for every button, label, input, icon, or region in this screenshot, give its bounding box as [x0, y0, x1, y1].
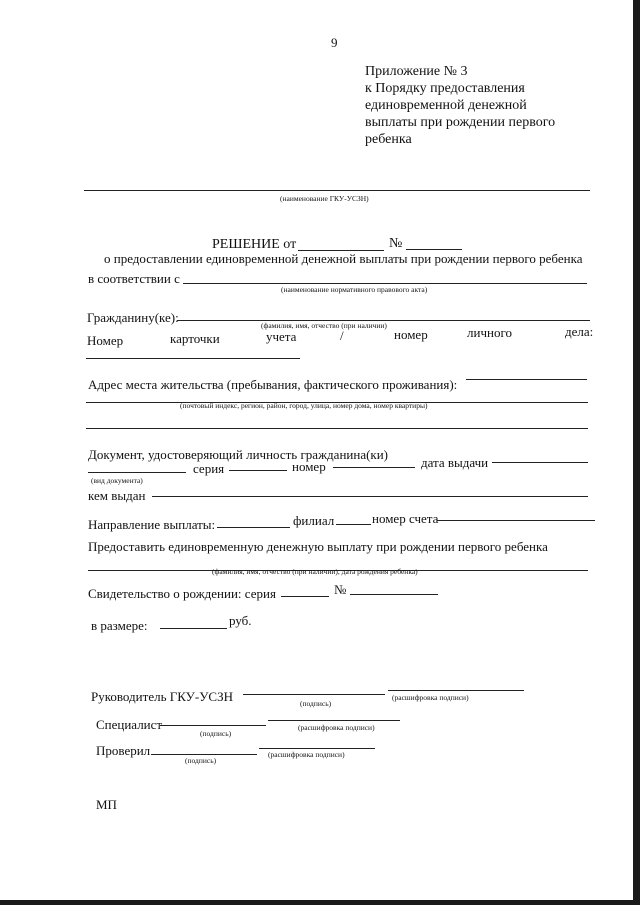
checked-decoding-caption: (расшифровка подписи) — [268, 750, 345, 759]
head-decoding-line[interactable] — [388, 690, 524, 691]
appendix-line-3: единовременной денежной — [365, 98, 527, 113]
series-line[interactable] — [229, 470, 287, 471]
scan-edge-right — [633, 0, 640, 905]
issue-date-label: дата выдачи — [421, 455, 489, 470]
doc-type-caption: (вид документа) — [91, 476, 143, 485]
specialist-signature-caption: (подпись) — [200, 729, 232, 738]
card-word-7: дела: — [565, 324, 594, 339]
issued-by-line[interactable] — [152, 496, 588, 497]
org-name-line[interactable] — [84, 190, 590, 191]
id-doc-label: Документ, удостоверяющий личность гражданина(ки) — [88, 447, 389, 462]
specialist-decoding-caption: (расшифровка подписи) — [298, 723, 375, 732]
birth-number-sign: № — [334, 582, 347, 597]
issued-by-label: кем выдан — [88, 488, 146, 503]
issue-date-line[interactable] — [492, 462, 588, 463]
fio-caption: (фамилия, имя, отчество (при наличии) — [261, 321, 387, 330]
birth-cert-label: Свидетельство о рождении: серия — [88, 586, 276, 601]
accordance-label: в соответствии с — [88, 271, 180, 286]
payment-dir-line[interactable] — [217, 527, 290, 528]
address-line-1[interactable] — [466, 379, 587, 380]
legal-act-caption: (наименование нормативного правового акта) — [281, 285, 428, 294]
appendix-line-5: ребенка — [365, 132, 412, 147]
appendix-line-1: Приложение № 3 — [365, 64, 468, 79]
child-caption: (фамилия, имя, отчество (при наличии), дата рождения ребенка) — [212, 567, 418, 576]
legal-act-line[interactable] — [183, 283, 587, 284]
card-word-3: учета — [266, 329, 297, 344]
stamp-label: МП — [96, 797, 117, 812]
card-word-1: Номер — [87, 333, 124, 348]
head-signature-caption: (подпись) — [300, 699, 332, 708]
decision-subtitle: о предоставлении единовременной денежной выплаты при рождении первого ребенка — [104, 251, 583, 266]
id-doc-type-line[interactable] — [88, 472, 186, 473]
amount-line[interactable] — [160, 628, 227, 629]
page-number: 9 — [331, 35, 338, 50]
provide-label: Предоставить единовременную денежную выплату при рождении первого ребенка — [88, 539, 548, 554]
rub-label: руб. — [229, 613, 252, 628]
series-label: серия — [193, 461, 225, 476]
checked-decoding-line[interactable] — [259, 748, 375, 749]
address-label: Адрес места жительства (пребывания, фактического проживания): — [88, 377, 458, 392]
payment-dir-label: Направление выплаты: — [88, 517, 216, 532]
decision-number-line[interactable] — [406, 249, 462, 250]
address-caption: (почтовый индекс, регион, район, город, улица, номер дома, номер квартиры) — [180, 401, 428, 410]
decision-title: РЕШЕНИЕ от — [212, 237, 297, 252]
card-word-5: номер — [394, 327, 428, 342]
card-word-6: личного — [467, 325, 512, 340]
branch-line[interactable] — [336, 524, 371, 525]
scan-edge-bottom — [0, 900, 640, 905]
card-word-4: / — [340, 328, 344, 343]
checked-signature-line[interactable] — [151, 754, 257, 755]
account-line[interactable] — [437, 520, 595, 521]
appendix-line-4: выплаты при рождении первого — [365, 115, 556, 130]
account-label: номер счета — [372, 511, 439, 526]
head-label: Руководитель ГКУ-УСЗН — [91, 689, 233, 704]
appendix-header — [365, 63, 555, 148]
number-line[interactable] — [333, 467, 415, 468]
address-line-3[interactable] — [86, 428, 588, 429]
checked-signature-caption: (подпись) — [185, 756, 217, 765]
number-label: номер — [292, 459, 326, 474]
appendix-line-2: к Порядку предоставления — [365, 81, 525, 96]
specialist-label: Специалист — [96, 717, 163, 732]
specialist-signature-line[interactable] — [160, 725, 266, 726]
head-signature-line[interactable] — [243, 694, 385, 695]
head-decoding-caption: (расшифровка подписи) — [392, 693, 469, 702]
checked-label: Проверил — [96, 743, 151, 758]
card-number-line[interactable] — [86, 358, 300, 359]
org-name-caption: (наименование ГКУ-УСЗН) — [280, 194, 369, 203]
birth-number-line[interactable] — [350, 594, 438, 595]
card-word-2: карточки — [170, 331, 220, 346]
amount-label: в размере: — [91, 618, 148, 633]
citizen-label: Гражданину(ке): — [87, 310, 179, 325]
birth-series-line[interactable] — [281, 596, 329, 597]
branch-label: филиал — [293, 513, 335, 528]
decision-number-sign: № — [389, 236, 403, 251]
specialist-decoding-line[interactable] — [268, 720, 400, 721]
